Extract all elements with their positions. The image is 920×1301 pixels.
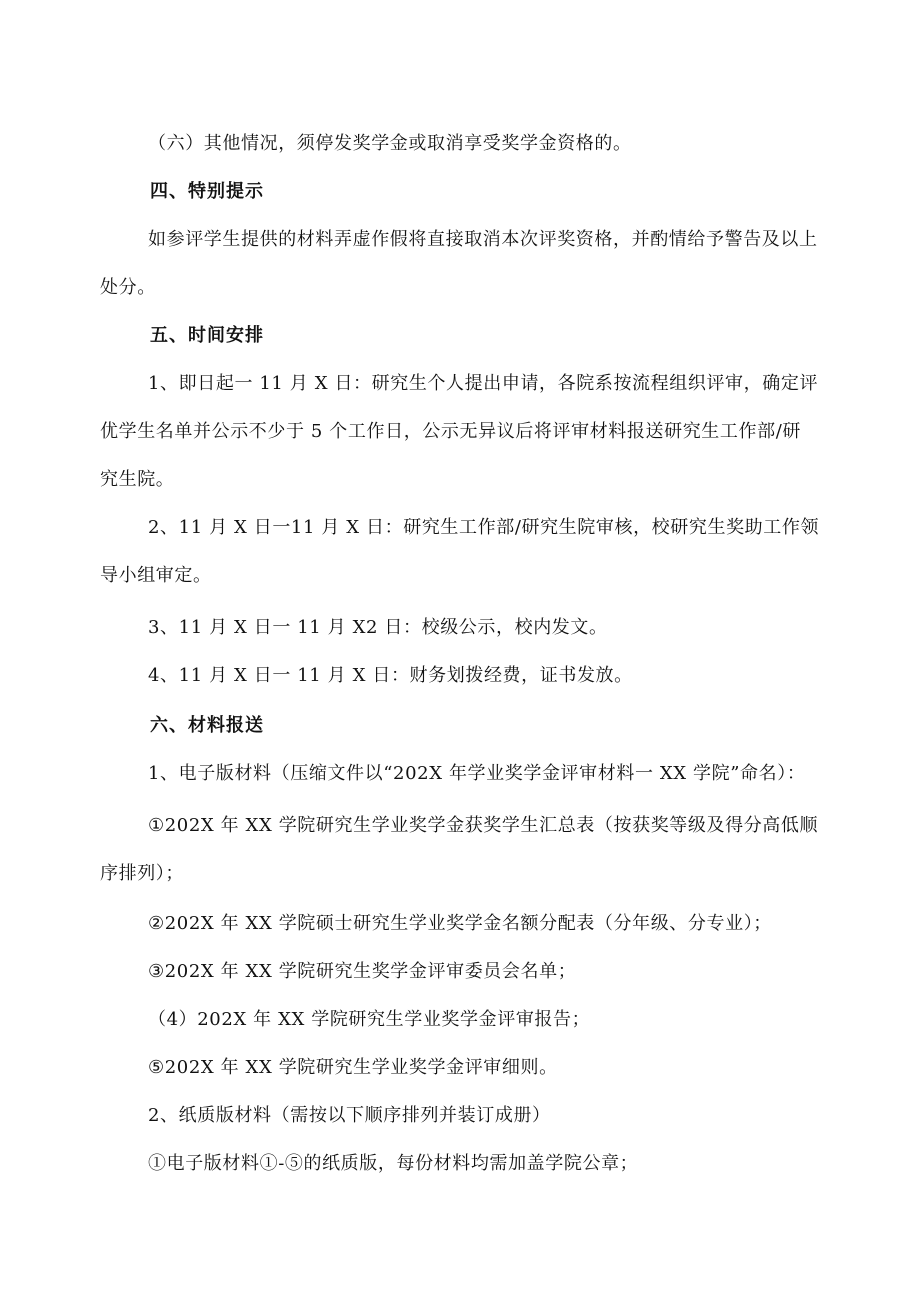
section6-sub1-line1: ①202X 年 XX 学院研究生学业奖学金获奖学生汇总表（按获奖等级及得分高低顺 [148, 815, 819, 836]
section5-item2-line2: 导小组审定。 [100, 565, 212, 586]
section6-item2-heading: 2、纸质版材料（需按以下顺序排列并装订成册） [148, 1105, 551, 1126]
section5-item4: 4、11 月 X 日一 11 月 X 日：财务划拨经费，证书发放。 [148, 665, 633, 686]
section6-sub1-line2: 序排列）； [100, 863, 184, 884]
section5-item1-line3: 究生院。 [100, 469, 175, 490]
paragraph-item-6: （六）其他情况，须停发奖学金或取消享受奖学金资格的。 [148, 133, 632, 154]
section6-sub2: ②202X 年 XX 学院硕士研究生学业奖学金名额分配表（分年级、分专业）； [148, 913, 772, 934]
section6-item2-sub1: ①电子版材料①-⑤的纸质版，每份材料均需加盖学院公章； [148, 1153, 639, 1174]
section5-heading: 五、时间安排 [150, 325, 264, 346]
section6-sub3: ③202X 年 XX 学院研究生奖学金评审委员会名单； [148, 961, 577, 982]
section5-item2-line1: 2、11 月 X 日一11 月 X 日：研究生工作部/研究生院审核，校研究生奖助工作领 [148, 517, 820, 538]
section6-heading: 六、材料报送 [150, 715, 264, 736]
section6-sub5: ⑤202X 年 XX 学院研究生学业奖学金评审细则。 [148, 1057, 558, 1078]
section4-heading: 四、特别提示 [150, 181, 264, 202]
section6-item1-heading: 1、电子版材料（压缩文件以“202X 年学业奖学金评审材料一 XX 学院”命名）： [148, 763, 806, 784]
section4-body-line2: 处分。 [100, 277, 156, 298]
section4-body-line1: 如参评学生提供的材料弄虚作假将直接取消本次评奖资格，并酌情给予警告及以上 [148, 229, 818, 250]
section5-item1-line1: 1、即日起一 11 月 X 日：研究生个人提出申请，各院系按流程组织评审，确定评 [148, 373, 819, 394]
section5-item3: 3、11 月 X 日一 11 月 X2 日：校级公示，校内发文。 [148, 617, 608, 638]
section6-sub4: （4）202X 年 XX 学院研究生学业奖学金评审报告； [148, 1009, 591, 1030]
section5-item1-line2: 优学生名单并公示不少于 5 个工作日，公示无异议后将评审材料报送研究生工作部/研 [100, 421, 801, 442]
